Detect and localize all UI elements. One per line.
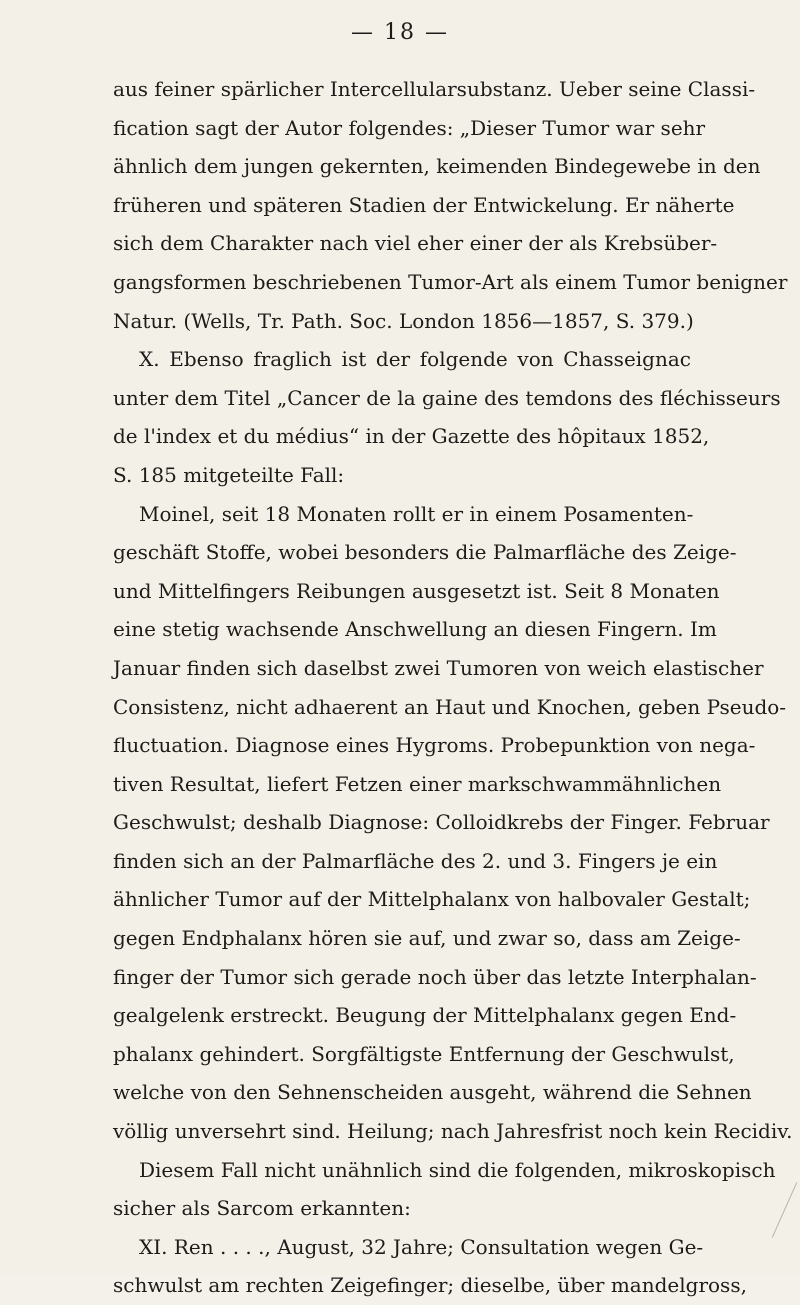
text-line: Diesem Fall nicht unähnlich sind die folgenden, mikroskopisch (139, 1157, 776, 1182)
text-line: finden sich an der Palmarfläche des 2. und 3. Fingers je ein (113, 848, 718, 873)
text-line: X. Ebenso fraglich ist der folgende von Chasseignac (139, 347, 691, 372)
text-line: Geschwulst; deshalb Diagnose: Colloidkrebs der Finger. Februar (113, 810, 770, 835)
text-line: völlig unversehrt sind. Heilung; nach Jahresfrist noch kein Recidiv. (113, 1119, 793, 1144)
body-text (113, 70, 793, 1305)
text-line: sicher als Sarcom erkannten: (113, 1196, 411, 1221)
text-line: phalanx gehindert. Sorgfältigste Entfernung der Geschwulst, (113, 1041, 735, 1066)
text-line: finger der Tumor sich gerade noch über das letzte Interphalan- (113, 964, 757, 989)
text-line: Natur. (Wells, Tr. Path. Soc. London 1856—1857, S. 379.) (113, 308, 694, 333)
text-line: Januar finden sich daselbst zwei Tumoren von weich elastischer (113, 655, 764, 680)
text-line: de l'index et du médius“ in der Gazette des hôpitaux 1852, (113, 424, 710, 449)
text-line: Consistenz, nicht adhaerent an Haut und Knochen, geben Pseudo- (113, 694, 787, 719)
text-line: gealgelenk erstreckt. Beugung der Mittelphalanx gegen End- (113, 1003, 737, 1028)
text-line: Moinel, seit 18 Monaten rollt er in einem Posamenten- (139, 501, 694, 526)
text-line: aus feiner spärlicher Intercellularsubstanz. Ueber seine Classi- (113, 77, 756, 101)
text-line: XI. Ren . . . ., August, 32 Jahre; Consultation wegen Ge- (139, 1234, 704, 1259)
text-line: gegen Endphalanx hören sie auf, und zwar so, dass am Zeige- (113, 926, 741, 951)
text-line: ähnlicher Tumor auf der Mittelphalanx von halbovaler Gestalt; (113, 887, 751, 912)
text-line: fication sagt der Autor folgendes: „Dieser Tumor war sehr (113, 115, 706, 140)
text-line: S. 185 mitgeteilte Fall: (113, 462, 345, 487)
page-number: — 18 — (351, 20, 449, 45)
text-line: welche von den Sehnenscheiden ausgeht, während die Sehnen (113, 1080, 752, 1105)
text-line: schwulst am rechten Zeigefinger; dieselbe, über mandelgross, (113, 1273, 747, 1298)
text-line: gangsformen beschriebenen Tumor-Art als einem Tumor benigner (113, 269, 788, 294)
text-line: und Mittelfingers Reibungen ausgesetzt ist. Seit 8 Monaten (113, 578, 720, 603)
text-line: fluctuation. Diagnose eines Hygroms. Probepunktion von nega- (113, 733, 756, 758)
text-line: ähnlich dem jungen gekernten, keimenden Bindegewebe in den (113, 154, 761, 179)
text-line: früheren und späteren Stadien der Entwickelung. Er näherte (113, 192, 735, 217)
text-line: eine stetig wachsende Anschwellung an diesen Fingern. Im (113, 617, 717, 642)
text-line: sich dem Charakter nach viel eher einer der als Krebsüber- (113, 231, 718, 256)
scan-artifact (772, 1182, 797, 1237)
text-line: unter dem Titel „Cancer de la gaine des temdons des fléchisseurs (113, 385, 781, 410)
text-line: tiven Resultat, liefert Fetzen einer markschwammähnlichen (113, 771, 722, 796)
text-line: geschäft Stoffe, wobei besonders die Palmarfläche des Zeige- (113, 540, 737, 565)
